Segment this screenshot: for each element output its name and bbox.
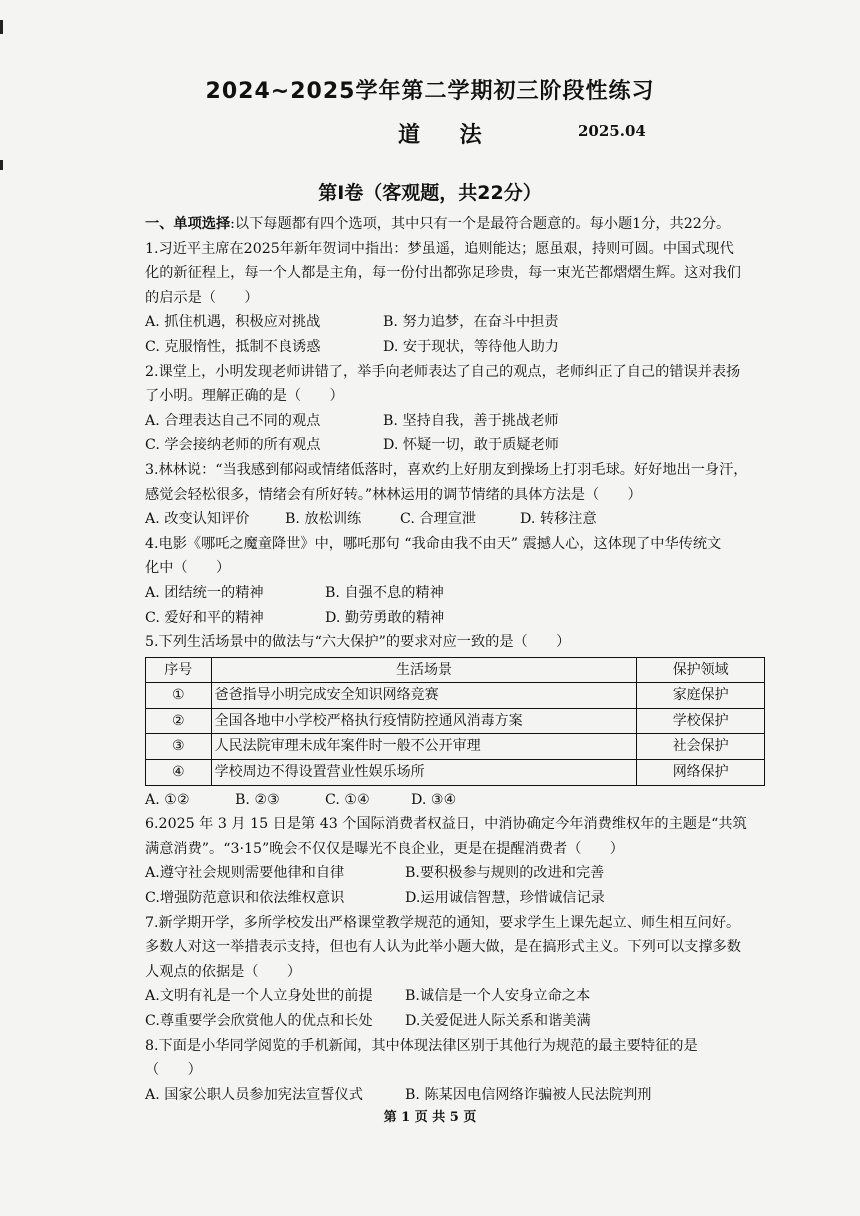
option-c: C.尊重要学会欣赏他人的优点和长处 — [145, 1013, 373, 1029]
table-header-row — [146, 657, 765, 683]
table-cell: 网络保护 — [637, 760, 765, 786]
option-b: B. 自强不息的精神 — [325, 584, 444, 601]
question-1 — [145, 237, 775, 360]
table-cell: 学校保护 — [637, 708, 765, 734]
table-cell: 社会保护 — [637, 734, 765, 760]
question-stem-line: 2.课堂上，小明发现老师讲错了，举手向老师表达了自己的观点，老师纠正了自己的错误并表扬 — [145, 363, 741, 380]
question-2 — [145, 360, 775, 458]
option-d: D. 勤劳勇敢的精神 — [325, 609, 445, 626]
question-stem-line: 6.2025 年 3 月 15 日是第 43 个国际消费者权益日，中消协确定今年消费维权年的主题是“共筑 — [145, 816, 747, 833]
table-cell: 全国各地中小学校严格执行疫情防控通风消毒方案 — [211, 708, 637, 734]
scan-edge-mark — [0, 20, 3, 34]
option-a: A. 改变认知评价 — [145, 511, 250, 528]
question-stem-line: 1.习近平主席在2025年新年贺词中指出：梦虽遥，追则能达；愿虽艰，持则可圆。中国式现代 — [145, 240, 734, 257]
table-cell: ④ — [146, 760, 212, 786]
option-a: A. 抓住机遇，积极应对挑战 — [145, 314, 321, 331]
section-instruction — [145, 212, 775, 237]
table-cell: 学校周边不得设置营业性娱乐场所 — [211, 760, 637, 786]
question-8 — [145, 1034, 775, 1108]
question-5 — [145, 630, 775, 812]
table-header: 序号 — [146, 657, 212, 683]
option-c: C. 克服惰性，抵制不良诱惑 — [145, 338, 321, 355]
option-b: B.诚信是一个人安身立命之本 — [405, 988, 591, 1005]
question-stem-line: 4.电影《哪吒之魔童降世》中，哪吒那句 “我命由我不由天” 震撼人心，这体现了中华传统文 — [145, 535, 722, 552]
question-stem-line: 的启示是（ ） — [145, 289, 259, 306]
question-6 — [145, 812, 775, 910]
section-instruction-text: :以下每题都有四个选项，其中只有一个是最符合题意的。每小题1分，共22分。 — [230, 216, 731, 232]
question-stem-line: 3.林林说：“当我感到郁闷或情绪低落时，喜欢约上好朋友到操场上打羽毛球。好好地出一身汗， — [145, 461, 748, 478]
option-c: C. 合理宣泄 — [400, 511, 477, 528]
option-a: A. 合理表达自己不同的观点 — [145, 412, 321, 429]
option-d: D.运用诚信智慧，珍惜诚信记录 — [405, 890, 605, 907]
exam-title: 2024~2025学年第二学期初三阶段性练习 — [205, 79, 655, 104]
option-b: B. ②③ — [235, 791, 280, 808]
option-a: A.遵守社会规则需要他律和自律 — [145, 865, 345, 882]
option-row — [145, 606, 775, 631]
option-d: D. ③④ — [411, 791, 457, 808]
question-stem-line: 多数人对这一举措表示支持，但也有人认为此举小题大做，是在搞形式主义。下列可以支撑多数 — [145, 939, 741, 956]
option-d: D.关爱促进人际关系和谐美满 — [405, 1013, 591, 1029]
option-row — [145, 507, 775, 532]
option-row — [145, 886, 775, 911]
option-row — [145, 1083, 775, 1108]
subject-label: 道 法 — [398, 123, 498, 148]
protection-table — [145, 657, 765, 786]
option-a: A. ①② — [145, 791, 190, 808]
section-title: 第Ⅰ卷（客观题，共22分） — [318, 182, 542, 204]
question-stem-line: 5.下列生活场景中的做法与“六大保护”的要求对应一致的是（ ） — [145, 634, 571, 651]
section-label: 一、单项选择 — [145, 216, 231, 232]
option-d: D. 怀疑一切，敢于质疑老师 — [383, 437, 559, 454]
table-row — [146, 760, 765, 786]
option-c: C.增强防范意识和依法维权意识 — [145, 890, 345, 907]
option-b: B. 努力追梦，在奋斗中担责 — [383, 314, 559, 331]
option-b: B.要积极参与规则的改进和完善 — [405, 865, 605, 882]
question-7 — [145, 911, 775, 1034]
option-d: D. 转移注意 — [520, 511, 597, 528]
option-row — [145, 788, 775, 813]
question-4 — [145, 532, 775, 630]
question-stem-line: 满意消费”。“3·15”晚会不仅仅是曝光不良企业，更是在提醒消费者（ ） — [145, 840, 624, 857]
table-row — [146, 683, 765, 709]
option-d: D. 安于现状，等待他人助力 — [383, 338, 559, 355]
option-row — [145, 310, 775, 335]
option-b: B. 放松训练 — [285, 511, 362, 528]
table-cell: ② — [146, 708, 212, 734]
option-b: B. 坚持自我，善于挑战老师 — [383, 412, 559, 429]
table-cell: 爸爸指导小明完成安全知识网络竞赛 — [211, 683, 637, 709]
option-row — [145, 409, 775, 434]
option-b: B. 陈某因电信网络诈骗被人民法院判刑 — [405, 1086, 652, 1103]
question-stem-line: 人观点的依据是（ ） — [145, 963, 302, 980]
question-stem-line: 8.下面是小华同学阅览的手机新闻，其中体现法律区别于其他行为规范的最主要特征的是 — [145, 1037, 698, 1054]
question-stem-line: （ ） — [145, 1062, 202, 1079]
table-cell: 家庭保护 — [637, 683, 765, 709]
table-row — [146, 734, 765, 760]
option-row — [145, 1009, 775, 1034]
option-a: A.文明有礼是一个人立身处世的前提 — [145, 988, 373, 1005]
question-stem-line: 了小明。理解正确的是（ ） — [145, 388, 344, 405]
option-row — [145, 335, 775, 360]
table-cell: ③ — [146, 734, 212, 760]
option-row — [145, 984, 775, 1009]
question-stem-line: 感觉会轻松很多，情绪会有所好转。”林林运用的调节情绪的具体方法是（ ） — [145, 486, 642, 503]
option-a: A. 团结统一的精神 — [145, 584, 264, 601]
table-header: 保护领域 — [637, 657, 765, 683]
option-row — [145, 861, 775, 886]
option-row — [145, 581, 775, 606]
question-stem-line: 化的新征程上，每一个人都是主角，每一份付出都弥足珍贵，每一束光芒都熠熠生辉。这对我们 — [145, 265, 741, 282]
table-cell: 人民法院审理未成年案件时一般不公开审理 — [211, 734, 637, 760]
question-3 — [145, 458, 775, 532]
option-c: C. 爱好和平的精神 — [145, 609, 264, 626]
option-c: C. ①④ — [325, 791, 370, 808]
exam-date: 2025.04 — [578, 122, 646, 140]
question-stem-line: 化中（ ） — [145, 560, 231, 577]
table-cell: ① — [146, 683, 212, 709]
question-body — [145, 212, 775, 1107]
page-footer: 第 1 页 共 5 页 — [383, 1110, 477, 1125]
option-c: C. 学会接纳老师的所有观点 — [145, 437, 321, 454]
option-a: A. 国家公职人员参加宪法宣誓仪式 — [145, 1086, 363, 1103]
question-stem-line: 7.新学期开学，多所学校发出严格课堂教学规范的通知，要求学生上课先起立、师生相互问好。 — [145, 914, 741, 931]
scan-edge-mark — [0, 160, 3, 170]
table-header: 生活场景 — [211, 657, 637, 683]
option-row — [145, 433, 775, 458]
table-row — [146, 708, 765, 734]
